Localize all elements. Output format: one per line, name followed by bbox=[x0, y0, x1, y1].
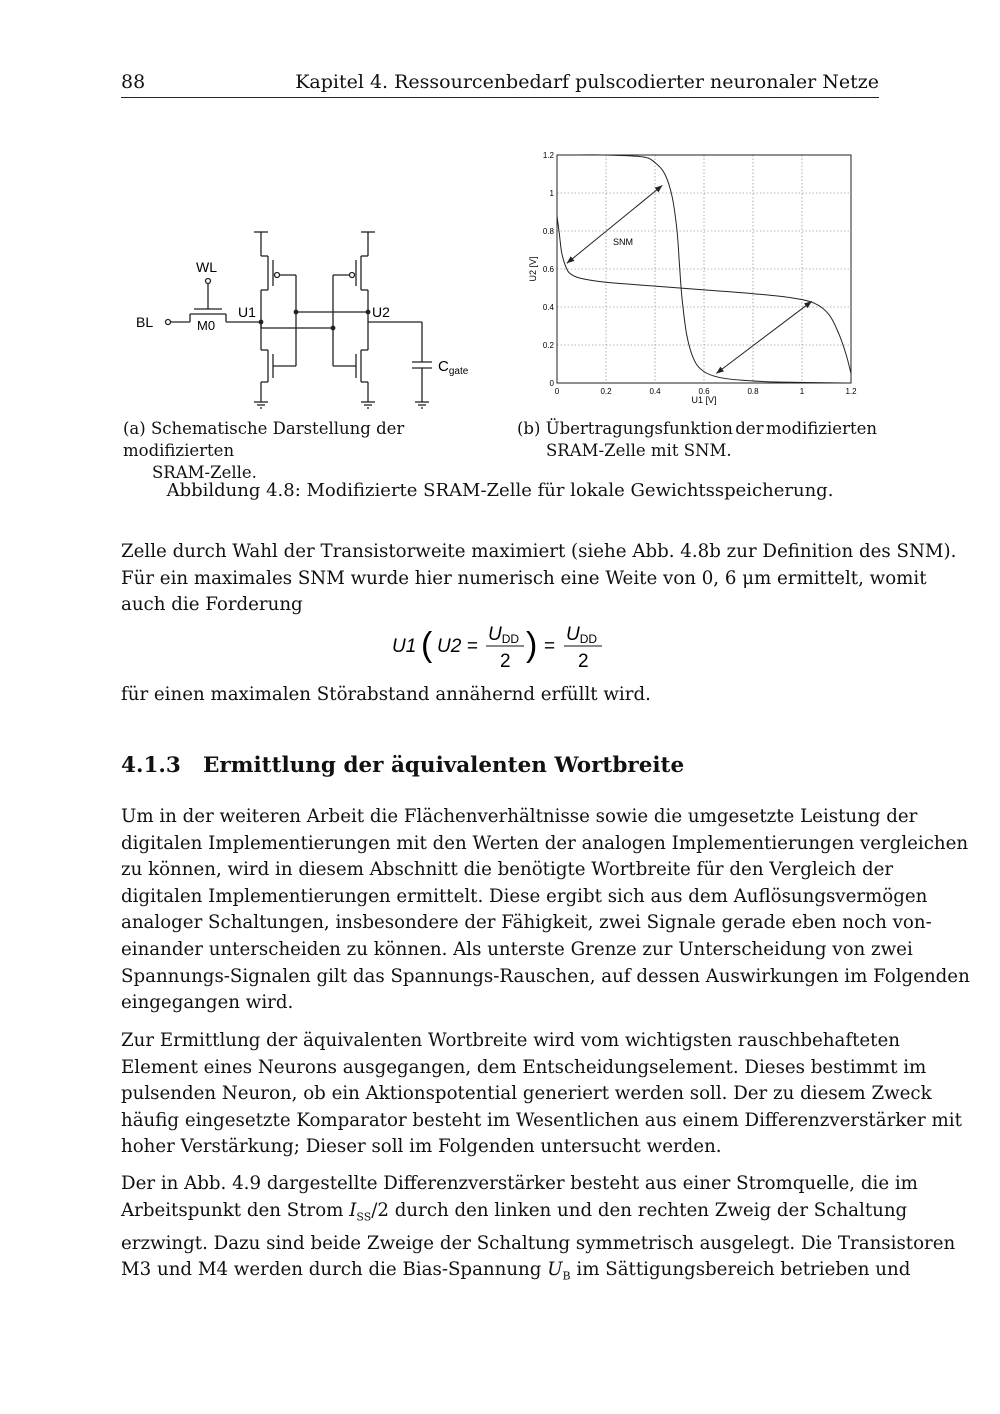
x-axis-label: U1 [V] bbox=[691, 395, 717, 405]
var-i-ss: I bbox=[349, 1199, 357, 1221]
transfer-function-plot bbox=[520, 145, 870, 410]
subcaption-a-line1: Schematische Darstellung der modifizierten bbox=[123, 419, 405, 460]
para3-line: digitalen Implementierungen ermittelt. Diese ergibt sich aus dem Auflösungsvermögen bbox=[121, 885, 928, 907]
u1-label: U1 bbox=[238, 304, 256, 320]
subcaption-a-line2: SRAM-Zelle. bbox=[152, 463, 257, 482]
para5-line: Der in Abb. 4.9 dargestellte Differenzverstärker besteht aus einer Stromquelle, die im bbox=[121, 1173, 918, 1194]
y-tick-label: 0.4 bbox=[542, 303, 554, 312]
eq-open-paren: ( bbox=[421, 626, 433, 664]
eq-lhs: U1 bbox=[392, 636, 417, 657]
y-tick-label: 1 bbox=[549, 189, 554, 198]
wl-terminal bbox=[206, 279, 211, 284]
snm-arrow bbox=[567, 185, 663, 263]
m0-label: M0 bbox=[197, 318, 216, 333]
para3-line: einander unterscheiden zu können. Als unterste Grenze zur Unterscheidung von zwei bbox=[121, 938, 913, 960]
eq-inner: U2 = bbox=[437, 636, 478, 657]
para3-line: zu können, wird in diesem Abschnitt die benötigte Wortbreite für den Vergleich der bbox=[121, 859, 894, 881]
x-tick-label: 0.6 bbox=[698, 387, 710, 396]
y-tick-label: 1.2 bbox=[542, 151, 554, 160]
junction-u1 bbox=[259, 320, 264, 325]
y-tick-label: 0.6 bbox=[542, 265, 554, 274]
section-title: Ermittlung der äquivalenten Wortbreite bbox=[203, 753, 685, 778]
arrow-head bbox=[567, 256, 575, 263]
para1-line: auch die Forderung bbox=[121, 594, 303, 616]
wl-label: WL bbox=[196, 259, 217, 275]
para1-line: Für ein maximales SNM wurde hier numerisch eine Weite von 0, 6 μm ermittelt, womit bbox=[121, 567, 927, 589]
para3-line: Um in der weiteren Arbeit die Flächenverhältnisse sowie die umgesetzte Leistung der bbox=[121, 806, 918, 827]
x-tick-label: 0 bbox=[554, 387, 560, 396]
figure-caption: Abbildung 4.8: Modifizierte SRAM-Zelle für lokale Gewichtsspeicherung. bbox=[166, 480, 834, 501]
x-tick-label: 0.4 bbox=[649, 387, 661, 396]
eq-den1: 2 bbox=[500, 651, 511, 672]
snm-arrow bbox=[716, 301, 812, 373]
y-tick-label: 0.8 bbox=[542, 227, 554, 236]
section-heading bbox=[121, 753, 684, 778]
para3-line: Spannungs-Signalen gilt das Spannungs-Rauschen, auf dessen Auswirkungen im Folgenden bbox=[121, 965, 970, 987]
subcaption-b-line2: SRAM-Zelle mit SNM. bbox=[546, 441, 732, 460]
arrow-head bbox=[804, 301, 812, 308]
paragraph-2 bbox=[121, 682, 879, 709]
junction-u2 bbox=[366, 310, 371, 315]
running-head: Kapitel 4. Ressourcenbedarf pulscodierter neuronaler Netze bbox=[295, 71, 879, 93]
para5-line: M3 und M4 werden durch die Bias-Spannung $U_B$ im Sättigungsbereich betrieben und bbox=[121, 1259, 911, 1284]
y-axis-label: U2 [V] bbox=[528, 256, 538, 282]
page-number: 88 bbox=[121, 71, 146, 93]
arrow-head bbox=[655, 185, 663, 192]
para4-line: Element eines Neurons ausgegangen, dem Entscheidungselement. Dieses bestimmt im bbox=[121, 1056, 927, 1078]
para4-line: hoher Verstärkung; Dieser soll im Folgenden untersucht werden. bbox=[121, 1136, 722, 1158]
bl-terminal bbox=[166, 320, 171, 325]
para1-line: Zelle durch Wahl der Transistorweite maximiert (siehe Abb. 4.8b zur Definition des SNM). bbox=[121, 541, 957, 562]
y-tick-label: 0 bbox=[549, 379, 554, 388]
para5-line: erzwingt. Dazu sind beide Zweige der Schaltung symmetrisch ausgelegt. Die Transistoren bbox=[121, 1232, 956, 1254]
para3-line: eingegangen wird. bbox=[121, 992, 294, 1014]
eq-num1: UDD bbox=[488, 624, 520, 646]
para2-line: für einen maximalen Störabstand annähernd erfüllt wird. bbox=[121, 684, 651, 705]
paragraph-4 bbox=[121, 1028, 962, 1161]
series-line-transfer-curve-1 bbox=[569, 155, 851, 383]
subcaption-a bbox=[123, 418, 483, 484]
sram-circuit-diagram bbox=[128, 222, 488, 417]
x-tick-label: 0.8 bbox=[747, 387, 759, 396]
subcaption-b bbox=[517, 418, 877, 462]
subcaption-b-word2: der bbox=[735, 419, 764, 438]
x-tick-label: 1.2 bbox=[845, 387, 857, 396]
para4-line: Zur Ermittlung der äquivalenten Wortbreite wird vom wichtigsten rauschbehafteten bbox=[121, 1030, 900, 1051]
para5-line: Arbeitspunkt den Strom $I_{SS}/2$ durch den linken und den rechten Zweig der Schaltung bbox=[121, 1199, 908, 1224]
equation bbox=[388, 618, 618, 676]
x-tick-label: 0.2 bbox=[600, 387, 612, 396]
subcaption-b-word3: modifizierten bbox=[765, 419, 877, 438]
y-tick-label: 0.2 bbox=[542, 341, 554, 350]
para3-line: digitalen Implementierungen mit den Werten der analogen Implementierungen vergleichen bbox=[121, 832, 969, 854]
eq-num2: UDD bbox=[566, 624, 598, 646]
paragraph-3 bbox=[121, 804, 970, 1017]
cgate-label: $C_{gate}$ bbox=[438, 358, 469, 377]
subcaption-b-word1: Übertragungsfunktion bbox=[545, 419, 733, 438]
var-u-b: U bbox=[547, 1259, 563, 1281]
u2-label: U2 bbox=[372, 304, 390, 320]
para4-line: pulsenden Neuron, ob ein Aktionspotential generiert werden soll. Der zu diesem Zweck bbox=[121, 1083, 932, 1105]
paragraph-5 bbox=[121, 1171, 956, 1291]
eq-equals: = bbox=[544, 636, 556, 657]
subcaption-b-marker: (b) bbox=[517, 419, 541, 438]
para3-line: analoger Schaltungen, insbesondere der Fähigkeit, zwei Signale gerade eben noch von- bbox=[121, 912, 932, 934]
subcaption-a-marker: (a) bbox=[123, 419, 146, 438]
paragraph-1 bbox=[121, 539, 957, 619]
snm-annotation: SNM bbox=[613, 237, 633, 247]
plot-grid bbox=[557, 155, 851, 383]
bl-label: BL bbox=[136, 314, 154, 330]
header-rule bbox=[121, 97, 879, 98]
eq-den2: 2 bbox=[578, 651, 589, 672]
arrow-head bbox=[716, 367, 724, 374]
para4-line: häufig eingesetzte Komparator besteht im Wesentlichen aus einem Differenzverstärker mit bbox=[121, 1109, 962, 1131]
eq-close-paren: ) bbox=[526, 626, 538, 664]
x-tick-label: 1 bbox=[799, 387, 805, 396]
section-number: 4.1.3 bbox=[121, 753, 181, 778]
